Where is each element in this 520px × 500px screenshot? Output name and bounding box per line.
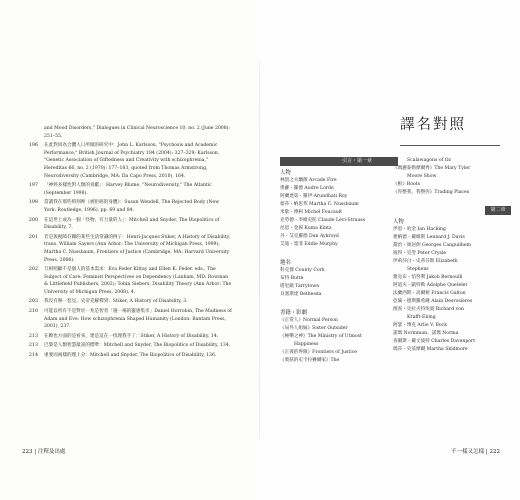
glossary-entry: 瑪莎・史基摩爾 Martha Skidmore [393,347,468,352]
endnote-text: 當讀我在那些時刻裡《被拒絕的身體》：Susan Wendell, The Rejected Body (New York: Routledge, 1996), pp. 69 and 84. [44,200,220,213]
endnote [22,142,232,180]
section-gap [393,197,511,206]
endnote-number: 202 [28,267,38,273]
endnote-text: 在此對同為合體人口所做的研究中：John L. Karlsson, "Psychosis and Academic Performance," British Journal of Psychiatry 184 (2004): 327–329; Karlsson, "Genetic Association of Giftedness and Creativity with schizophrenia," Hereditas 66, no. 2 (1970): 177–183, quoted from Thomas Armstrong, Neurodiversity (Cambridge, MA: Da Capo Press, 2010), 164. [44,143,220,179]
glossary-entry: 彼得・克勞 Peter Crysle [393,251,447,256]
endnote-text: 可能以所有不是對於一兆是智者「遇一場的靈感集市」Daniel Horrobin, The Madness of Adam and Eve: How schizophrenia Shaped Humanity (London: Bantam Press, 2001), 237. [44,309,232,330]
glossary-entry: 《瑪麗泰勒摩爾秀》The Mary Tyler [393,166,471,171]
endnote [22,234,232,264]
glossary-entry: 阿道夫・凱特勒 Adolphe Quetelet [393,283,468,288]
endnote-text: 在瞭也方面的是看來，建是這在一找理我手了：Stiker, A History of Disability, 14. [44,333,219,339]
glossary-entry: 林賀之夫蘭薇 Arcade Fire [280,178,337,183]
endnotes-list [22,125,232,362]
glossary-entry: 科克郡 County Cork [280,268,325,273]
glossary-entry: 亞倫・德斯羅希爾 Alain Desrosières [393,299,473,304]
glossary-entry: 理查・克拉夫特埃賓 Richard von [393,307,464,312]
glossary-entry: 貝塞斯達 Bethesda [280,292,322,297]
glossary-entry: 丹・艾克羅德 Dan Aykroyd [280,234,339,239]
endnote [22,352,232,360]
glossary-entry: Scalawagons of Oz [407,158,451,163]
chapter-heading: 引言・第一章 [280,157,398,166]
glossary-entry: 《根》Roots [393,182,420,187]
glossary-entry: 查爾斯・戴文波特 Charles Davenport [393,339,476,344]
category-label: 書籍・影劇 [280,310,307,316]
endnote [22,342,232,350]
glossary-entry: 伊恩・哈金 Ian Hacking [393,227,446,232]
glossary-entry: 昆恩・金揚 Kuma Kintz [280,226,332,231]
glossary-entry: 喬治・岡居朗 Georges Canguilhem [393,243,471,248]
endnote-number: 201 [28,234,38,240]
glossary-entry: Happiness [294,342,319,347]
endnote [22,199,232,214]
endnote-number: 203 [28,299,38,305]
endnote-text: 在這世上成為一個「怪物、有力量的人」：Mitchell and Snyder, The Biopolitics of Disability, 7. [44,217,220,231]
endnote-text: 互相照顧不是個人的基本需求：Eva Feder Kittay and Ellen K. Feder, eds., The Subject of Care: Feminist Perspectives on Dependency (Lanham, MD: Rowman & Littlefield Publishers, 2002); Tobin Siebers, Disability Theory (Ann Arbor: The University of Michigan Press, 2008), 4. [44,267,232,295]
glossary-entry: 奧蘿・羅德 Audre Lorde [280,186,334,191]
endnote-number: 213 [28,343,38,349]
endnote [22,125,232,140]
endnote-number: 213 [28,333,38,339]
section-gap [280,299,398,308]
right-page-footer: 不一樣又怎樣 | 222 [451,449,500,455]
glossary-entry: Stephens [407,267,429,272]
glossary-entry: 艾迪・墨菲 Eddie Murphy [280,242,338,247]
glossary-entry: 《正義的界限》Frontiers of Justice [280,350,358,355]
glossary-column-left [280,157,398,365]
glossary-entry: 雅克布・伯努利 Jakob Bernoulli [393,275,463,280]
section-gap [280,249,398,258]
glossary-entry: 阿蘭達第・羅伊 Arundhati Roy [280,194,348,199]
endnote-number: 210 [28,309,38,315]
endnote-number: 200 [28,217,38,223]
endnote-text: 若是與視障有關的某些生活常識的例子：Henri-Jacques Stiker, A History of Disability, trans. William Sayers (Ann Arbor: The University of Michigan Press, 1999); Martha C. Nussbaum, Frontiers of Justice (Cambridge, MA: Harvard University Press, 2006). [44,234,231,263]
glossary-entry: 《正常人》Normal Person [280,318,338,323]
endnote-text: 我沒有辦一套見、史帝克解釋到：Stiker, A History of Disability, 3. [44,299,188,305]
category-label: 人物 [280,170,291,176]
endnote-text: 重要而兩樣的理上分：Mitchell and Snyder, The Biopolitics of Disability, 136. [44,353,217,359]
left-page-footer: 223 | 注釋及出處 [22,449,66,455]
endnote-number: 196 [28,143,38,149]
endnote-number: 198 [28,200,38,206]
category-label: 地名 [280,260,291,266]
glossary-entry: 布特 Butte [280,276,304,281]
endnote-text: 「神經多樣性對人類的貢獻」：Harvey Blume, "Neurodiversity," The Atlantic (September 1998). [44,183,212,196]
title-rule [400,145,500,146]
endnote [22,308,232,331]
glossary-entry: 《局外人姐妹》Sister Outsider [280,326,348,331]
category-label: 人物 [393,219,404,225]
glossary-entry: Moore Show [407,174,437,179]
glossary-entry: 《極樂之神》The Ministry of Utmost [280,334,362,339]
glossary-entry: 克勞德・李維史陀 Claude Lévi-Strauss [280,218,365,223]
endnote-number: 197 [28,183,38,189]
glossary-column-right [393,157,511,354]
endnote [22,298,232,306]
glossary-entry: 連納德・戴維斯 Lennard J. Davis [393,235,465,240]
glossary-entry: 伊莉莎白・史蒂芬斯 Elizabeth [393,259,458,264]
endnote [22,217,232,232]
glossary-entry: 米歇・傅柯 Michel Foucault [280,210,343,215]
right-page [260,0,520,500]
endnote-text: 巴黎是人類智慧最誤的標準：Mitchell and Snyder, The Biopolitics of Disability, 134. [44,343,231,349]
chapter-heading: 第二章 [485,206,511,215]
glossary-entry: 蔡莎・納思邦 Martha C. Nussbaum [280,202,359,207]
endnote [22,333,232,341]
endnote [22,266,232,296]
glossary-entry: 《你整我，我整你》Trading Places [393,190,470,195]
glossary-title: 譯名對照 [400,117,466,133]
endnote-text: and Mood Disorders," Dialogues in Clinical Neuroscience 10, no. 2 (June 2008): 251–55. [44,126,230,139]
glossary-entry: 塔里鎮 Tarrytown [280,284,320,289]
glossary-entry: 法蘭西斯・高爾頓 Francis Galton [393,291,466,296]
glossary-entry: Krafft-Ebing [407,315,436,320]
glossary-entry: 諾瑪 Normman、諾瑪 Norma [393,331,459,336]
glossary-entry: 《奧茲的史卡拉賽爾家》The [280,358,340,363]
endnote [22,182,232,197]
glossary-entry: 阿瑟・博克 Arlie V. Bock [393,323,447,328]
endnote-number: 214 [28,353,38,359]
